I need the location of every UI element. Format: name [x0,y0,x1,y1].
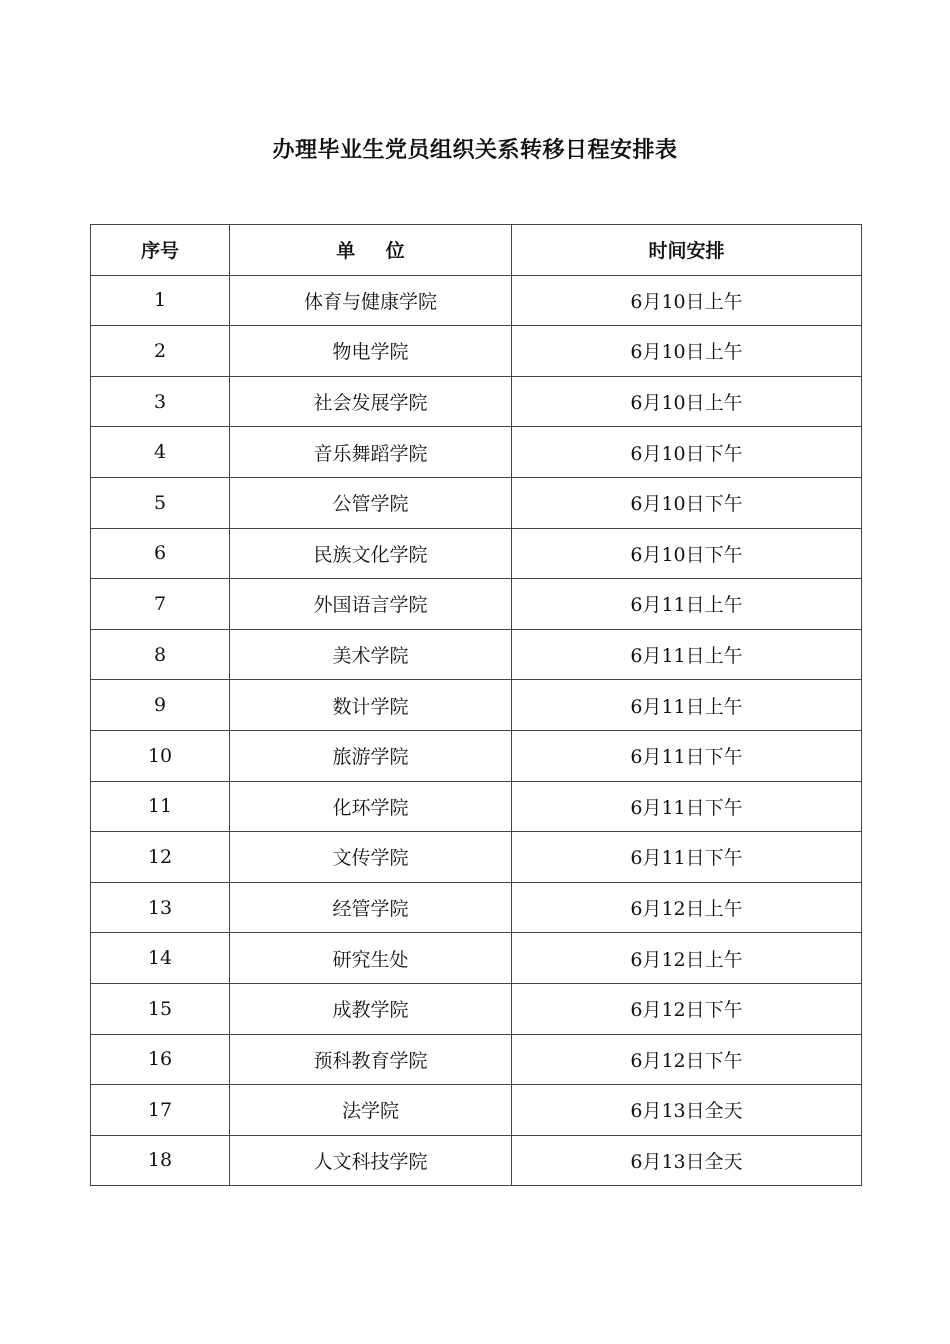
cell-unit: 民族文化学院 [230,528,512,579]
schedule-table [90,224,862,1186]
cell-no: 15 [91,983,230,1034]
cell-time: 6月12日上午 [512,933,862,984]
table-row [91,781,862,832]
table-row [91,579,862,630]
cell-time: 6月10日下午 [512,528,862,579]
cell-no: 12 [91,832,230,883]
cell-time: 6月13日全天 [512,1135,862,1186]
cell-time: 6月12日下午 [512,1034,862,1085]
cell-unit: 文传学院 [230,832,512,883]
table-row [91,1085,862,1136]
cell-unit: 化环学院 [230,781,512,832]
cell-no: 3 [91,376,230,427]
cell-time: 6月11日下午 [512,781,862,832]
cell-time: 6月11日上午 [512,680,862,731]
cell-no: 10 [91,730,230,781]
cell-time: 6月10日下午 [512,477,862,528]
cell-unit: 音乐舞蹈学院 [230,427,512,478]
cell-time: 6月11日下午 [512,730,862,781]
cell-unit: 美术学院 [230,629,512,680]
table-row [91,376,862,427]
cell-unit: 预科教育学院 [230,1034,512,1085]
table-header-row [91,225,862,276]
cell-time: 6月10日下午 [512,427,862,478]
cell-time: 6月12日下午 [512,983,862,1034]
cell-no: 2 [91,326,230,377]
table-row [91,1034,862,1085]
cell-unit: 人文科技学院 [230,1135,512,1186]
header-no: 序号 [91,225,230,276]
cell-time: 6月10日上午 [512,376,862,427]
header-unit: 单位 [230,225,512,276]
cell-no: 7 [91,579,230,630]
cell-no: 1 [91,275,230,326]
table-row [91,528,862,579]
table-row [91,427,862,478]
cell-unit: 研究生处 [230,933,512,984]
page-title: 办理毕业生党员组织关系转移日程安排表 [272,138,678,163]
table-row [91,477,862,528]
table-row [91,680,862,731]
table-row [91,1135,862,1186]
cell-no: 5 [91,477,230,528]
cell-unit: 旅游学院 [230,730,512,781]
table-row [91,629,862,680]
cell-unit: 外国语言学院 [230,579,512,630]
table-row [91,882,862,933]
cell-unit: 社会发展学院 [230,376,512,427]
cell-no: 9 [91,680,230,731]
cell-time: 6月11日上午 [512,629,862,680]
cell-time: 6月13日全天 [512,1085,862,1136]
table-row [91,730,862,781]
table-row [91,832,862,883]
cell-no: 16 [91,1034,230,1085]
cell-unit: 公管学院 [230,477,512,528]
cell-no: 6 [91,528,230,579]
cell-unit: 成教学院 [230,983,512,1034]
cell-no: 14 [91,933,230,984]
table-row [91,933,862,984]
cell-no: 8 [91,629,230,680]
cell-unit: 数计学院 [230,680,512,731]
cell-unit: 经管学院 [230,882,512,933]
header-time: 时间安排 [512,225,862,276]
cell-unit: 体育与健康学院 [230,275,512,326]
cell-no: 17 [91,1085,230,1136]
cell-no: 18 [91,1135,230,1186]
table-row [91,326,862,377]
cell-no: 4 [91,427,230,478]
cell-no: 11 [91,781,230,832]
cell-time: 6月11日上午 [512,579,862,630]
cell-time: 6月10日上午 [512,275,862,326]
cell-time: 6月11日下午 [512,832,862,883]
cell-unit: 物电学院 [230,326,512,377]
cell-time: 6月12日上午 [512,882,862,933]
cell-no: 13 [91,882,230,933]
table-row [91,983,862,1034]
cell-time: 6月10日上午 [512,326,862,377]
cell-unit: 法学院 [230,1085,512,1136]
table-row [91,275,862,326]
